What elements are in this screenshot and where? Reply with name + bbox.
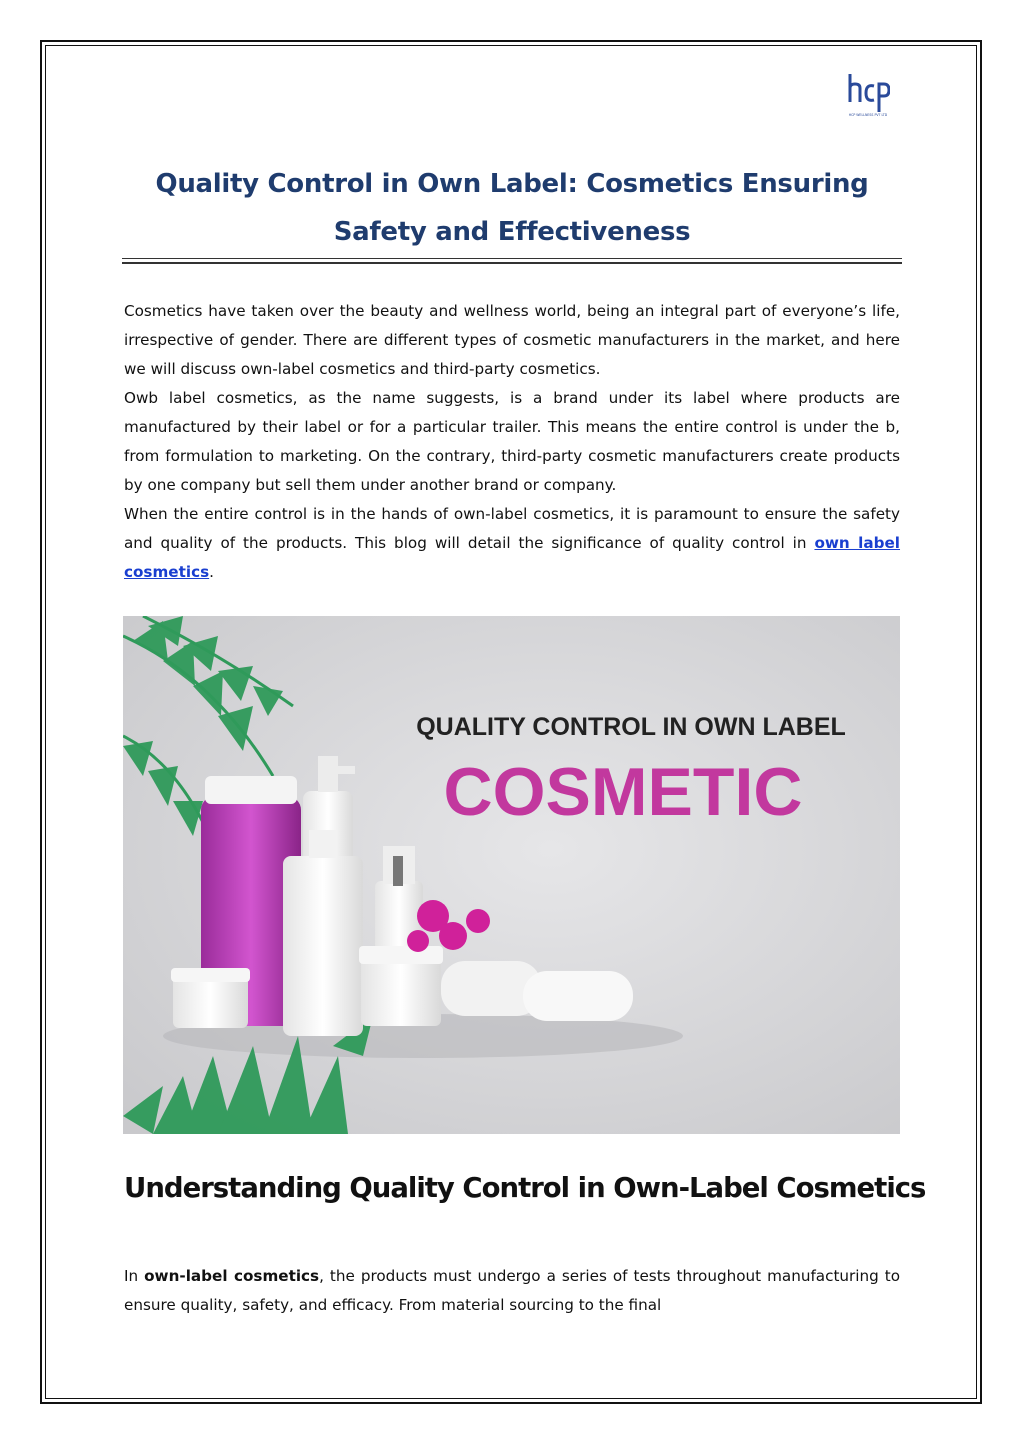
title-divider [122,258,902,259]
cream-jar-right [359,946,443,1026]
logo-subtext: HCP WELLNESS PVT LTD [848,113,888,117]
square-bottle [283,830,363,1036]
own-label-cosmetics-link[interactable]: own label cosmetics [124,534,901,581]
title-divider-thick [122,262,902,264]
section-paragraph-lead: In [124,1267,145,1285]
intro-paragraph-1: Cosmetics have taken over the beauty and wellness world, being an integral part of everyone’s life, irrespective of gender. There are different types of cosmetic manufacturers in the market, and here we will discuss own-label cosmetics and third-party cosmetics. [124,302,900,378]
intro-paragraph-3 [124,500,900,587]
page-title: Quality Control in Own Label: Cosmetics Ensuring Safety and Effectiveness [155,169,869,247]
intro-paragraph-2: Owb label cosmetics, as the name suggests, is a brand under its label where products are manufactured by their label or for a particular trailer. This means the entire control is under the b, from formulation to marketing. On the contrary, third-party cosmetic manufacturers create products by one company but sell them under another brand or company. [124,389,900,494]
hero-heading: QUALITY CONTROL IN OWN LABEL [416,713,846,741]
section-paragraph-bold: own-label cosmetics [144,1267,320,1285]
hero-subheading: COSMETIC [443,754,803,830]
hcp-logo [846,72,890,118]
section-paragraph [124,1262,900,1320]
intro-paragraph-3-end: . [209,563,214,581]
section-heading: Understanding Quality Control in Own-Label Cosmetics [124,1172,926,1204]
intro-paragraph-3-text: When the entire control is in the hands of own-label cosmetics, it is paramount to ensure the safety and quality of the products. This blog will detail the significance of quality control in [124,505,900,552]
intro-text [124,297,900,587]
section-paragraph-text: , the products must undergo a series of tests throughout manufacturing to ensure quality, safety, and efficacy. From material sourcing to the final [124,1267,901,1314]
hero-image [123,616,900,1134]
cream-jar-left [171,968,250,1028]
